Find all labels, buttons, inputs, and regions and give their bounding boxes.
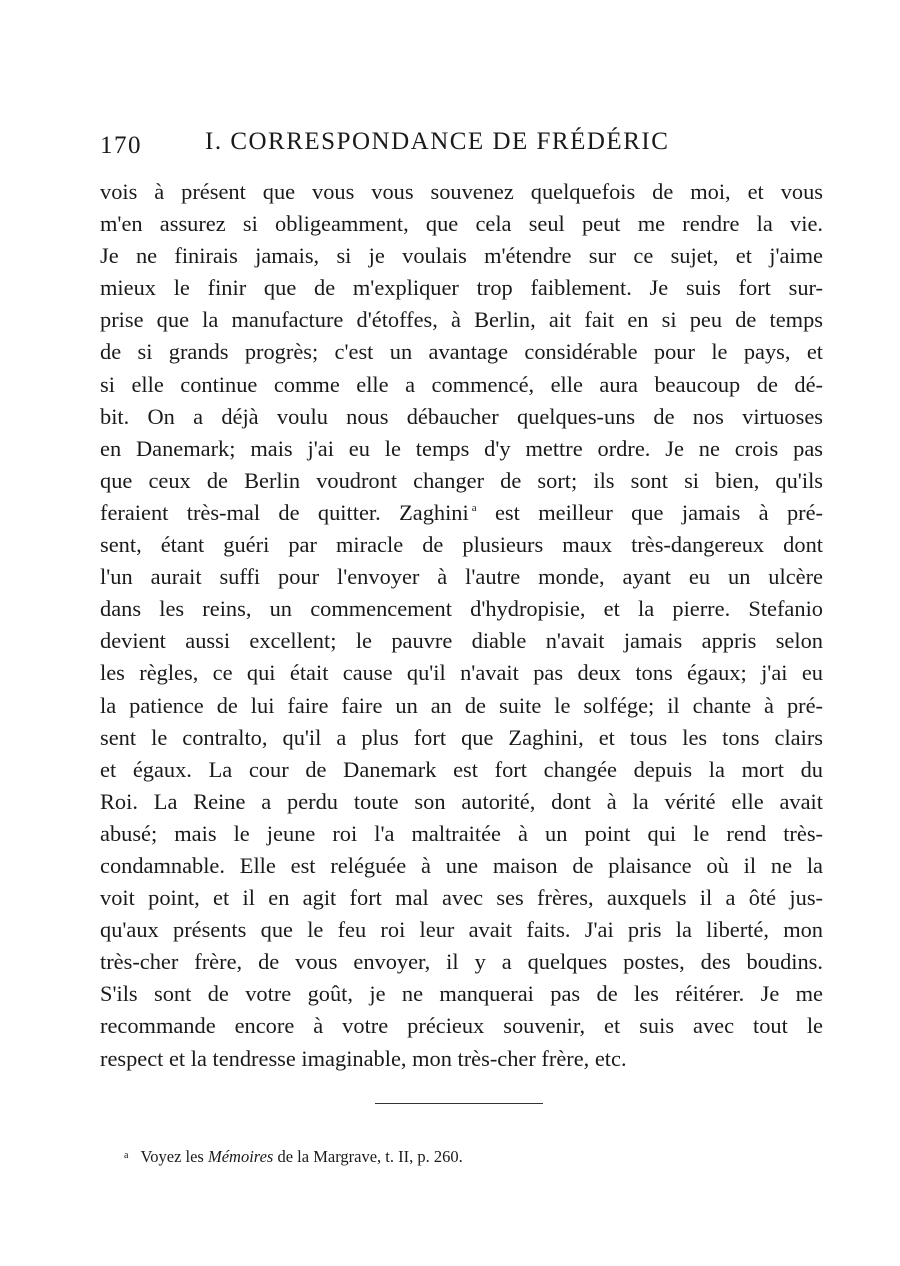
text-line: prise que la manufacture d'étoffes, à Berlin, ait fait en si peu de temps	[100, 307, 823, 333]
text-segment: feraient très-mal de quitter. Zaghini	[100, 499, 469, 525]
text-line: S'ils sont de votre goût, je ne manquerai pas de les réitérer. Je me	[100, 981, 823, 1007]
text-line: Roi. La Reine a perdu toute son autorité, dont à la vérité elle avait	[100, 788, 823, 814]
text-line: sent le contralto, qu'il a plus fort que Zaghini, et tous les tons clairs	[100, 724, 823, 750]
text-line: mieux le finir que de m'expliquer trop faiblement. Je suis fort sur-	[100, 275, 823, 301]
text-line: qu'aux présents que le feu roi leur avait faits. J'ai pris la liberté, mon	[100, 917, 823, 943]
text-line: l'un aurait suffi pour l'envoyer à l'autre monde, ayant eu un ulcère	[100, 564, 823, 590]
text-line: bit. On a déjà voulu nous débaucher quelques-uns de nos virtuoses	[100, 403, 823, 429]
text-segment: est meilleur que jamais à pré-	[494, 499, 823, 525]
text-line: en Danemark; mais j'ai eu le temps d'y mettre ordre. Je ne crois pas	[100, 435, 823, 461]
letter-body	[100, 176, 823, 1075]
text-line: vois à présent que vous vous souvenez quelquefois de moi, et vous	[100, 179, 823, 204]
text-line: si elle continue comme elle a commencé, elle aura beaucoup de dé-	[100, 371, 823, 397]
footnote-reference[interactable]: a	[471, 501, 477, 514]
footnote-letter: a	[124, 1150, 129, 1161]
footnote-divider	[375, 1103, 543, 1104]
page-header	[100, 128, 820, 164]
text-line: Je ne finirais jamais, si je voulais m'étendre sur ce sujet, et j'aime	[100, 243, 823, 269]
text-line: recommande encore à votre précieux souvenir, et suis avec tout le	[100, 1013, 823, 1039]
text-line: que ceux de Berlin voudront changer de sort; ils sont si bien, qu'ils	[100, 467, 823, 493]
text-line: respect et la tendresse imaginable, mon très-cher frère, etc.	[100, 1045, 627, 1071]
text-line: m'en assurez si obligeamment, que cela seul peut me rendre la vie.	[100, 211, 823, 237]
text-line: voit point, et il en agit fort mal avec ses frères, auxquels il a ôté jus-	[100, 885, 823, 911]
footnote-title: Mémoires	[207, 1147, 274, 1166]
text-line: sent, étant guéri par miracle de plusieurs maux très-dangereux dont	[100, 532, 823, 558]
text-line: abusé; mais le jeune roi l'a maltraitée à un point qui le rend très-	[100, 820, 823, 846]
text-line: de si grands progrès; c'est un avantage considérable pour le pays, et	[100, 339, 823, 365]
text-line: et égaux. La cour de Danemark est fort changée depuis la mort du	[100, 756, 823, 782]
text-line: les règles, ce qui était cause qu'il n'avait pas deux tons égaux; j'ai eu	[100, 660, 823, 686]
running-title: I. CORRESPONDANCE DE FRÉDÉRIC	[205, 128, 670, 155]
text-line: la patience de lui faire faire un an de suite le solfége; il chante à pré-	[100, 692, 823, 718]
text-line: dans les reins, un commencement d'hydropisie, et la pierre. Stefanio	[100, 596, 823, 622]
text-line: devient aussi excellent; le pauvre diable n'avait jamais appris selon	[100, 628, 823, 654]
text-line: très-cher frère, de vous envoyer, il y a quelques postes, des boudins.	[100, 949, 823, 975]
text-line: condamnable. Elle est reléguée à une maison de plaisance où il ne la	[100, 852, 823, 878]
text-line-with-footnote	[100, 497, 823, 529]
footnote-prefix: Voyez les	[140, 1147, 204, 1166]
footnote	[124, 1147, 463, 1167]
footnote-suffix: de la Margrave, t. II, p. 260.	[277, 1147, 463, 1166]
page-number: 170	[100, 132, 142, 159]
